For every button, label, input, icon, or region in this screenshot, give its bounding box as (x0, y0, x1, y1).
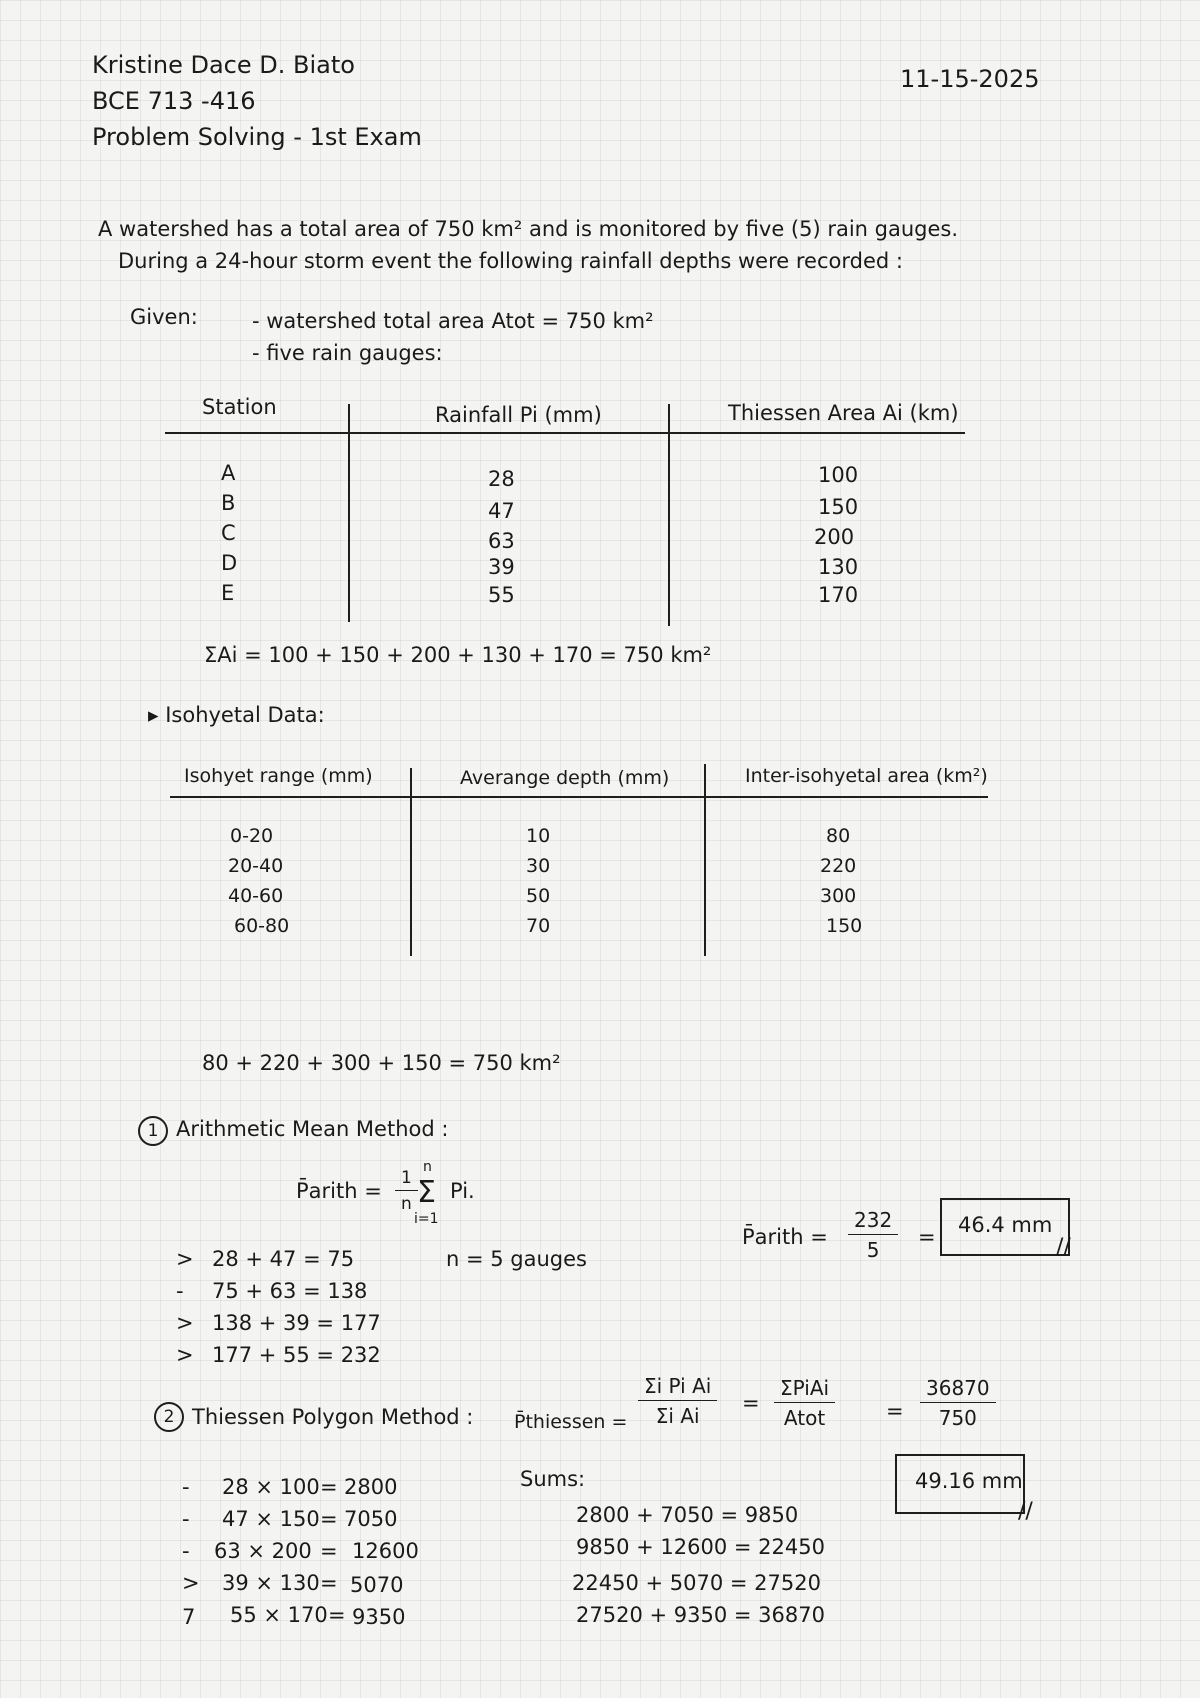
formula-term: Pi. (450, 1179, 475, 1203)
product-bullet: - (182, 1539, 190, 1563)
step-bullet: > (176, 1247, 194, 1271)
table-divider (348, 404, 350, 622)
product-eq: = (320, 1475, 338, 1499)
arith-answer: 46.4 mm (958, 1213, 1053, 1237)
product-value: 5070 (350, 1573, 404, 1597)
product-bullet: > (182, 1571, 200, 1595)
exam-date: 11-15-2025 (900, 65, 1040, 93)
result-num: 232 (848, 1208, 898, 1235)
sum-row: 9850 + 12600 = 22450 (576, 1535, 825, 1559)
thiessen-fraction-values (920, 1376, 996, 1430)
given-label: Given: (130, 305, 198, 329)
product-bullet: 7 (182, 1605, 196, 1629)
iso-depth-cell: 70 (526, 915, 551, 937)
equals-sign: = (742, 1391, 760, 1415)
table-header-rainfall: Rainfall Pi (mm) (435, 403, 602, 427)
table-header-station: Station (202, 395, 277, 419)
course-section: BCE 713 -416 (92, 87, 256, 115)
f2-num: ΣPiAi (774, 1376, 835, 1403)
gauge-count: n = 5 gauges (446, 1247, 587, 1271)
given-item-area: - watershed total area Atot = 750 km² (252, 309, 654, 333)
sum-lower-limit: i=1 (414, 1211, 439, 1227)
iso-header-rule (170, 796, 988, 798)
sigma-symbol: Σ (417, 1175, 436, 1210)
product-eq: = (320, 1571, 338, 1595)
problem-line-2: During a 24-hour storm event the following rainfall depths were recorded : (118, 249, 903, 273)
sums-label: Sums: (520, 1467, 586, 1491)
thiessen-title: Thiessen Polygon Method : (192, 1405, 474, 1429)
answer-box (940, 1198, 1070, 1256)
arith-result-lhs: P̄arith = (742, 1225, 828, 1249)
sum-row: 2800 + 7050 = 9850 (576, 1503, 799, 1527)
iso-divider (410, 768, 412, 956)
problem-line-1: A watershed has a total area of 750 km² and is monitored by five (5) rain gauges. (98, 217, 959, 241)
step-row: 28 + 47 = 75 (212, 1247, 355, 1271)
double-slash-mark: // (1018, 1499, 1033, 1524)
method-number: 1 (138, 1116, 168, 1146)
result-den: 5 (866, 1238, 880, 1262)
double-slash-mark: // (1056, 1235, 1071, 1260)
thiessen-fraction-general (638, 1374, 717, 1428)
station-cell: B (221, 491, 236, 515)
product-expr: 47 × 150 (222, 1507, 320, 1531)
iso-range-cell: 20-40 (228, 855, 284, 877)
coef-num: 1 (395, 1168, 418, 1191)
step-row: 177 + 55 = 232 (212, 1343, 381, 1367)
iso-header-range: Isohyet range (mm) (184, 765, 373, 787)
iso-header-area: Inter-isohyetal area (km²) (745, 765, 988, 787)
equals-sign: = (918, 1225, 936, 1249)
table-header-rule (165, 432, 965, 434)
step-bullet: - (176, 1279, 184, 1303)
product-value: 12600 (352, 1539, 419, 1563)
sum-upper-limit: n (423, 1159, 432, 1175)
product-expr: 63 × 200 (214, 1539, 312, 1563)
station-cell: D (221, 551, 238, 575)
iso-area-cell: 220 (820, 855, 857, 877)
product-bullet: - (182, 1507, 190, 1531)
iso-depth-cell: 10 (526, 825, 551, 847)
table-header-area: Thiessen Area Ai (km) (728, 401, 959, 425)
iso-area-sum: 80 + 220 + 300 + 150 = 750 km² (202, 1051, 561, 1075)
method-number: 2 (154, 1402, 184, 1432)
f3-den: 750 (938, 1406, 977, 1430)
step-bullet: > (176, 1343, 194, 1367)
area-cell: 200 (814, 525, 855, 549)
formula-lhs: P̄arith = (296, 1179, 382, 1203)
iso-depth-cell: 50 (526, 885, 551, 907)
formula-coefficient (395, 1168, 418, 1215)
product-value: 2800 (344, 1475, 398, 1499)
iso-range-cell: 0-20 (230, 825, 274, 847)
product-value: 9350 (352, 1605, 406, 1629)
product-eq: = (320, 1507, 338, 1531)
product-eq: = (328, 1603, 346, 1627)
table-divider (668, 404, 670, 626)
exam-title: Problem Solving - 1st Exam (92, 123, 422, 151)
step-bullet: > (176, 1311, 194, 1335)
area-cell: 170 (818, 583, 859, 607)
area-cell: 130 (818, 555, 859, 579)
iso-area-cell: 80 (826, 825, 851, 847)
iso-divider (704, 764, 706, 956)
given-item-gauges: - five rain gauges: (252, 341, 443, 365)
sum-row: 22450 + 5070 = 27520 (572, 1571, 821, 1595)
area-cell: 100 (818, 463, 859, 487)
iso-depth-cell: 30 (526, 855, 551, 877)
product-expr: 28 × 100 (222, 1475, 320, 1499)
product-eq: = (320, 1539, 338, 1563)
arith-title: Arithmetic Mean Method : (176, 1117, 449, 1141)
rainfall-cell: 63 (488, 529, 515, 553)
step-row: 138 + 39 = 177 (212, 1311, 381, 1335)
station-cell: C (221, 521, 236, 545)
iso-area-cell: 150 (826, 915, 863, 937)
thiessen-lhs: P̄thiessen = (514, 1411, 628, 1433)
rainfall-cell: 55 (488, 583, 515, 607)
rainfall-cell: 39 (488, 555, 515, 579)
iso-area-cell: 300 (820, 885, 857, 907)
product-expr: 55 × 170 (230, 1603, 328, 1627)
step-row: 75 + 63 = 138 (212, 1279, 368, 1303)
thiessen-answer: 49.16 mm (915, 1469, 1023, 1493)
student-name: Kristine Dace D. Biato (92, 51, 355, 79)
area-sum: ΣAi = 100 + 150 + 200 + 130 + 170 = 750 km² (204, 643, 712, 667)
iso-range-cell: 40-60 (228, 885, 284, 907)
station-cell: A (221, 461, 236, 485)
f3-num: 36870 (920, 1376, 996, 1403)
sum-row: 27520 + 9350 = 36870 (576, 1603, 825, 1627)
rainfall-cell: 28 (488, 467, 515, 491)
iso-range-cell: 60-80 (234, 915, 290, 937)
rainfall-cell: 47 (488, 499, 515, 523)
isohyetal-label: ▸ Isohyetal Data: (148, 703, 325, 727)
f2-den: Atot (783, 1406, 826, 1430)
f1-num: Σi Pi Ai (638, 1374, 717, 1401)
area-cell: 150 (818, 495, 859, 519)
answer-box (895, 1454, 1025, 1514)
thiessen-fraction-total (774, 1376, 835, 1430)
arith-result-fraction (848, 1208, 898, 1262)
coef-den: n (401, 1194, 412, 1215)
product-bullet: - (182, 1475, 190, 1499)
iso-header-depth: Averange depth (mm) (460, 767, 670, 789)
equals-sign: = (886, 1399, 904, 1423)
product-value: 7050 (344, 1507, 398, 1531)
product-expr: 39 × 130 (222, 1571, 320, 1595)
station-cell: E (221, 581, 235, 605)
f1-den: Σi Ai (655, 1404, 700, 1428)
